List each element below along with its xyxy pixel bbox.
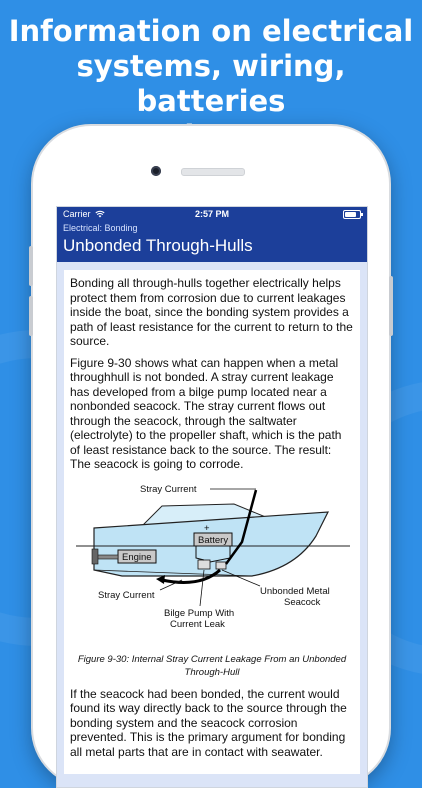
article-paragraph: Bonding all through-hulls together electrically helps protect them from corrosion due to current leakages inside the boat, since the bonding system provides a path of least resistance for the current to return to the source. <box>70 276 353 348</box>
breadcrumb[interactable]: Electrical: Bonding <box>63 223 138 233</box>
app-screen <box>56 206 368 788</box>
navigation-bar <box>57 221 367 262</box>
bilge-pump <box>198 560 210 569</box>
headline-line: systems, wiring, batteries <box>76 49 346 118</box>
engine-label: Engine <box>122 551 152 563</box>
boat-diagram-figure <box>70 482 354 644</box>
stray-current-label: Stray Current <box>98 589 155 601</box>
battery-label: Battery <box>198 534 229 546</box>
seacock <box>216 562 226 569</box>
article-content[interactable] <box>57 262 367 788</box>
figure-caption: Figure 9-30: Internal Stray Current Leakage From an Unbonded Through-Hull <box>77 653 347 678</box>
article-paragraph: Figure 9-30 shows what can happen when a metal throughhull is not bonded. A stray current leakage has developed from a bilge pump located near a nonbonded seacock. The stray current flows out through the seacock, through the saltwater (electrolyte) to the propeller shaft, which is the path of least resistance back to the source. The result: The seacock is going to corrode. <box>70 355 342 471</box>
article-panel <box>64 270 360 774</box>
earpiece-speaker <box>181 168 245 176</box>
stray-current-label: Stray Current <box>140 483 197 495</box>
carrier-label: Carrier <box>63 209 91 219</box>
bilge-pump-label: Current Leak <box>170 618 225 630</box>
page-title: Unbonded Through-Hulls <box>63 236 253 255</box>
power-button <box>389 276 393 336</box>
volume-button <box>29 246 33 286</box>
battery-icon <box>343 210 361 219</box>
seacock-label: Unbonded Metal <box>260 585 330 597</box>
status-bar <box>57 207 367 221</box>
seacock-label: Seacock <box>284 596 321 608</box>
article-paragraph: If the seacock had been bonded, the current would found its way directly back to the source through the bonding system and the seacock corrosion prevented. This is the primary argument for bonding all metal parts that are in contact with seawater. <box>70 686 347 759</box>
battery-terminal-sign: + <box>204 522 210 534</box>
propeller-shaft <box>96 555 118 559</box>
bilge-pump-label: Bilge Pump With <box>164 607 235 619</box>
volume-button <box>29 296 33 336</box>
propeller <box>92 549 98 564</box>
headline-line: Information on electrical <box>8 14 414 48</box>
phone-frame <box>33 126 389 786</box>
front-camera <box>151 166 161 176</box>
status-time: 2:57 PM <box>194 209 229 219</box>
wifi-icon <box>95 210 105 218</box>
